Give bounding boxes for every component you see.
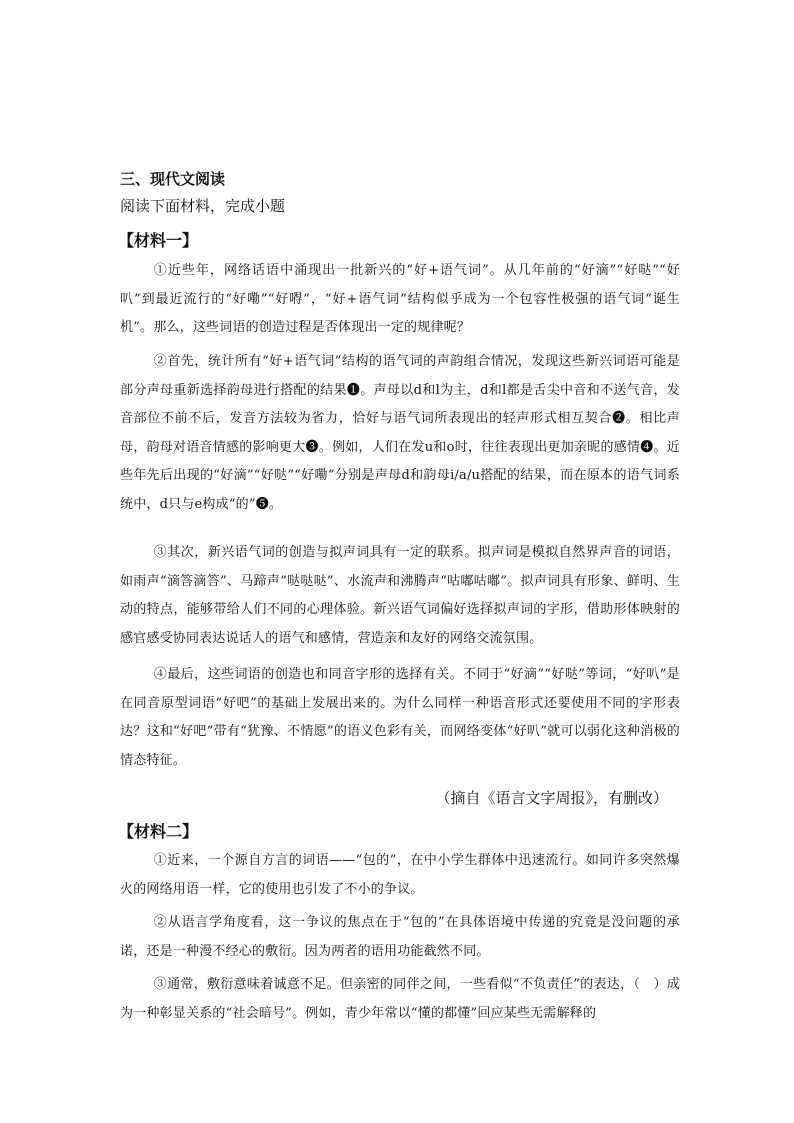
material-2-paragraph-2: ②从语言学角度看，这一争议的焦点在于“包的”在具体语境中传递的究竟是没问题的承诺，还是一种漫不经心的敷衍。因为两者的语用功能截然不同。 (120, 915, 680, 959)
material-1-paragraph-4: ④最后，这些词语的创造也和同音字形的选择有关。不同于“好滴”“好哒”等词，“好叭”是在同音原型词语“好吧”的基础上发展出来的。为什么同样一种语音形式还要使用不同的字形表达？这和“好吧”带有“犹豫、不情愿”的语义色彩有关，而网络变体“好叭”就可以弱化这种消极的情态特征。 (120, 667, 680, 768)
material-2-title: 【材料二】 (118, 822, 199, 841)
material-1-title: 【材料一】 (118, 231, 199, 250)
material-1-paragraph-2: ②首先，统计所有“好+语气词”结构的语气词的声韵组合情况，发现这些新兴词语可能是部分声母重新选择韵母进行搭配的结果❶。声母以d和l为主，d和l都是舌尖中音和不送气音，发音部位不前不后，发音方法较为省力，恰好与语气词所表现出的轻声形式相互契合❷。相比声母，韵母对语音情感的影响更大❸。例如，人们在发u和o时，往往表现出更加亲昵的感情❹。近些年先后出现的“好滴”“好哒”“好嘞”分别是声母d和韵母i/a/u搭配的结果，而在原本的语气词系统中，d只与e构成“的”❺。 (120, 354, 680, 512)
material-2-paragraph-3: ③通常，敷衍意味着诚意不足。但亲密的同伴之间，一些看似“不负责任”的表达，（ ）成为一种彰显关系的“社会暗号”。例如，青少年常以“懂的都懂”回应某些无需解释的 (120, 977, 680, 1021)
section-heading: 三、现代文阅读 (120, 170, 226, 188)
material-1-source: （摘自《语言文字周报》，有删改） (435, 789, 668, 807)
material-1-paragraph-3: ③其次，新兴语气词的创造与拟声词具有一定的联系。拟声词是模拟自然界声音的词语，如雨声“滴答滴答”、马蹄声“哒哒哒”、水流声和沸腾声“咕嘟咕嘟”。拟声词具有形象、鲜明、生动的特点，能够带给人们不同的心理体验。新兴语气词偏好选择拟声词的字形，借助形体映射的感官感受协同表达说话人的语气和感情，营造亲和友好的网络交流氛围。 (120, 545, 680, 646)
instruction-text: 阅读下面材料，完成小题 (120, 197, 286, 215)
material-2-paragraph-1: ①近来，一个源自方言的词语——“包的”，在中小学生群体中迅速流行。如同许多突然爆火的网络用语一样，它的使用也引发了不小的争议。 (120, 853, 680, 897)
material-1-paragraph-1: ①近些年，网络话语中涌现出一批新兴的“好+语气词”。从几年前的“好滴”“好哒”“好叭”到最近流行的“好嘞”“好嘚”，“好+语气词”结构似乎成为一个包容性极强的语气词“诞生机”。那么，这些词语的创造过程是否体现出一定的规律呢？ (120, 263, 680, 335)
